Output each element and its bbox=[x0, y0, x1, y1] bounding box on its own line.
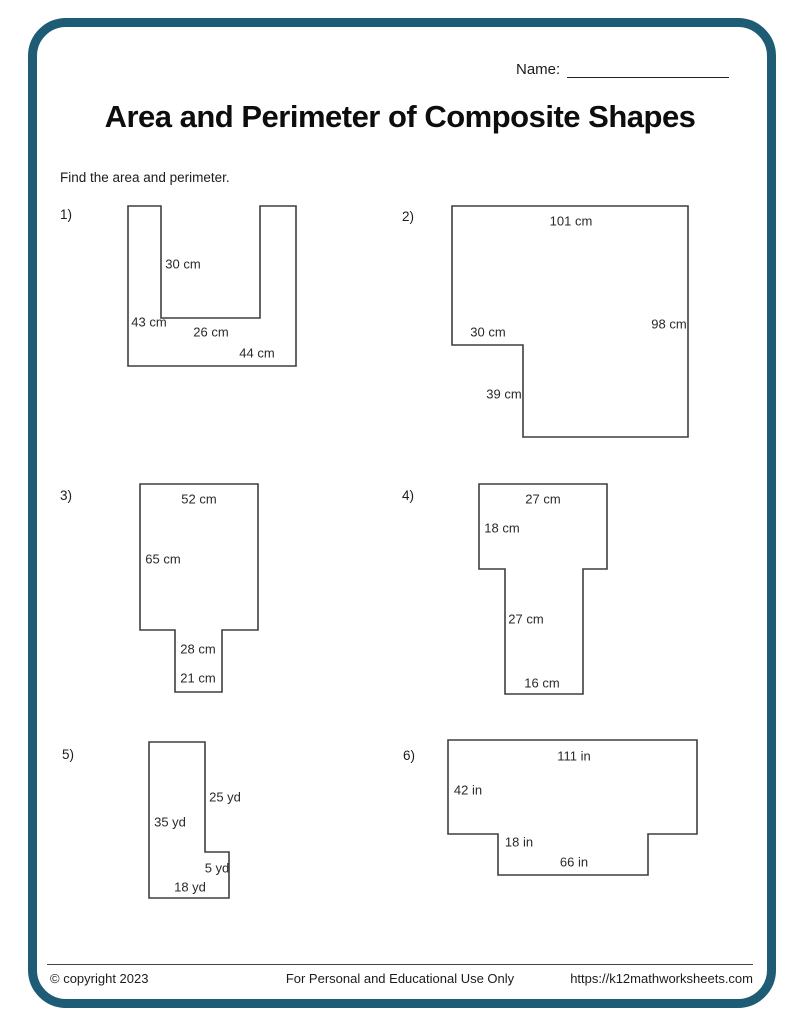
footer-usage-text: For Personal and Educational Use Only bbox=[285, 971, 515, 986]
dimension-label: 39 cm bbox=[486, 386, 522, 402]
name-fill-in-line bbox=[567, 60, 729, 78]
dimension-label: 66 in bbox=[559, 854, 589, 870]
dimension-label: 101 cm bbox=[549, 213, 593, 229]
name-label: Name: bbox=[516, 61, 561, 78]
dimension-label: 65 cm bbox=[145, 551, 181, 567]
dimension-label: 25 yd bbox=[209, 789, 241, 805]
footer-divider bbox=[47, 964, 753, 965]
dimension-label: 5 yd bbox=[204, 860, 230, 876]
composite-shape-1 bbox=[128, 206, 296, 366]
dimension-label: 21 cm bbox=[180, 670, 216, 686]
dimension-label: 98 cm bbox=[651, 316, 687, 332]
problem-number-4: 4) bbox=[402, 488, 415, 503]
problem-number-5: 5) bbox=[62, 747, 75, 762]
dimension-label: 26 cm bbox=[193, 324, 229, 340]
problem-number-6: 6) bbox=[403, 748, 416, 763]
dimension-label: 42 in bbox=[453, 782, 483, 798]
dimension-label: 52 cm bbox=[181, 491, 217, 507]
dimension-label: 28 cm bbox=[180, 641, 216, 657]
dimension-label: 18 in bbox=[504, 834, 534, 850]
dimension-label: 27 cm bbox=[508, 611, 544, 627]
shape-outline-3 bbox=[140, 484, 258, 692]
composite-shape-4 bbox=[479, 484, 607, 694]
instruction-text: Find the area and perimeter. bbox=[60, 170, 230, 185]
dimension-label: 27 cm bbox=[525, 491, 561, 507]
dimension-label: 35 yd bbox=[154, 814, 186, 830]
composite-shape-3 bbox=[140, 484, 258, 692]
composite-shape-6 bbox=[448, 740, 697, 875]
composite-shape-2 bbox=[452, 206, 688, 437]
problem-number-1: 1) bbox=[60, 207, 73, 222]
dimension-label: 111 in bbox=[557, 748, 591, 764]
dimension-label: 30 cm bbox=[470, 324, 506, 340]
composite-shape-5 bbox=[149, 742, 241, 898]
dimension-label: 44 cm bbox=[239, 345, 275, 361]
dimension-label: 18 yd bbox=[174, 879, 206, 895]
dimension-label: 18 cm bbox=[484, 520, 520, 536]
footer-copyright: © copyright 2023 bbox=[50, 971, 149, 986]
dimension-label: 16 cm bbox=[524, 675, 560, 691]
problem-number-3: 3) bbox=[60, 488, 73, 503]
dimension-label: 43 cm bbox=[131, 314, 167, 330]
problem-number-2: 2) bbox=[402, 209, 415, 224]
shape-outline-1 bbox=[128, 206, 296, 366]
shape-outline-4 bbox=[479, 484, 607, 694]
page-title: Area and Perimeter of Composite Shapes bbox=[104, 99, 696, 134]
footer-url: https://k12mathworksheets.com bbox=[570, 971, 753, 986]
dimension-label: 30 cm bbox=[165, 256, 201, 272]
